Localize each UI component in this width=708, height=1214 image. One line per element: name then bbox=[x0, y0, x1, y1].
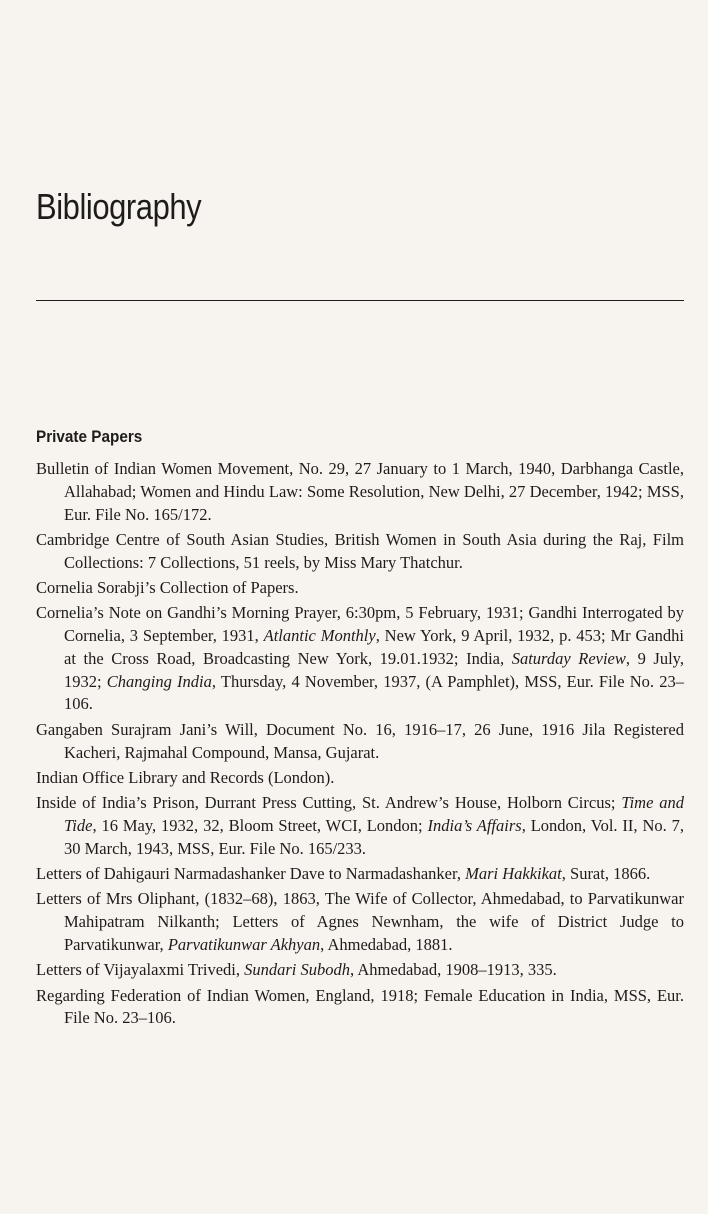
bibliography-entry bbox=[36, 577, 684, 600]
entry-text: Bulletin of Indian Women Movement, No. 29, 27 January to 1 March, 1940, Darbhanga Castle, Allahabad; Women and Hindu Law: Some Resolution, New Delhi, 27 December, 1942; MSS, Eur. File No. 165/172. bbox=[36, 459, 684, 524]
bibliography-entry bbox=[36, 602, 684, 716]
italic-title: Time and Tide bbox=[64, 793, 684, 835]
italic-title: Changing India bbox=[106, 671, 212, 691]
italic-title: India’s Affairs bbox=[427, 815, 522, 835]
entry-text: Cambridge Centre of South Asian Studies, British Women in South Asia during the Raj, Film Collections: 7 Collections, 51 reels, by Miss Mary Thatchur. bbox=[36, 529, 684, 572]
italic-title: Mari Hakkikat bbox=[465, 864, 562, 884]
bibliography-entry bbox=[36, 888, 684, 956]
bibliography-entry bbox=[36, 985, 684, 1031]
entry-text: , Thursday, 4 November, 1937, (A Pamphlet), MSS, Eur. File No. 23–106. bbox=[64, 671, 684, 714]
entry-text: , Ahmedabad, 1908–1913, 335. bbox=[350, 960, 557, 980]
entry-text: Indian Office Library and Records (London). bbox=[36, 767, 335, 787]
page-title: Bibliography bbox=[36, 186, 202, 227]
italic-title: Parvatikunwar Akhyan bbox=[167, 934, 321, 954]
bibliography-entry bbox=[36, 792, 684, 860]
title-divider bbox=[36, 300, 684, 301]
entry-text: , 16 May, 1932, 32, Bloom Street, WCI, London; bbox=[92, 815, 428, 835]
bibliography-entry bbox=[36, 959, 684, 982]
entry-text: Letters of Vijayalaxmi Trivedi, bbox=[36, 960, 245, 980]
bibliography-entry bbox=[36, 458, 684, 526]
entry-text: , 9 July, 1932; bbox=[64, 648, 684, 691]
entry-text: Cornelia’s Note on Gandhi’s Morning Prayer, 6:30pm, 5 February, 1931; Gandhi Interrogated by Cornelia, 3 September, 1931, bbox=[36, 603, 684, 646]
bibliography-entry bbox=[36, 767, 684, 790]
entry-text: , New York, 9 April, 1932, p. 453; Mr Gandhi at the Cross Road, Broadcasting New York, 19.01.1932; India, bbox=[64, 626, 685, 668]
entry-text: Gangaben Surajram Jani’s Will, Document No. 16, 1916–17, 26 June, 1916 Jila Registered Kacheri, Rajmahal Compound, Mansa, Gujarat. bbox=[36, 719, 684, 762]
bibliography-entry bbox=[36, 863, 684, 886]
entry-text: Letters of Dahigauri Narmadashanker Dave to Narmadashanker, bbox=[36, 864, 466, 884]
entry-text: , London, Vol. II, No. 7, 30 March, 1943, MSS, Eur. File No. 165/233. bbox=[64, 815, 685, 858]
italic-title: Sundari Subodh bbox=[244, 960, 351, 980]
entry-text: , Surat, 1866. bbox=[561, 864, 651, 884]
entry-text: , Ahmedabad, 1881. bbox=[320, 934, 453, 954]
entry-text: Cornelia Sorabji’s Collection of Papers. bbox=[36, 577, 299, 597]
italic-title: Atlantic Monthly bbox=[263, 626, 376, 646]
bibliography-entry bbox=[36, 529, 684, 575]
entry-text: Letters of Mrs Oliphant, (1832–68), 1863, The Wife of Collector, Ahmedabad, to Parvatikunwar Mahipatram Nilkanth; Letters of Agnes Newnham, the wife of District Judge to Parvatikunwar, bbox=[36, 889, 684, 954]
entry-text: Regarding Federation of Indian Women, England, 1918; Female Education in India, MSS, Eur. File No. 23–106. bbox=[36, 985, 684, 1028]
section-heading: Private Papers bbox=[36, 427, 143, 446]
bibliography-entry bbox=[36, 719, 684, 765]
italic-title: Saturday Review bbox=[511, 648, 626, 668]
bibliography-list bbox=[36, 458, 684, 1033]
entry-text: Inside of India’s Prison, Durrant Press Cutting, St. Andrew’s House, Holborn Circus; bbox=[36, 793, 622, 813]
